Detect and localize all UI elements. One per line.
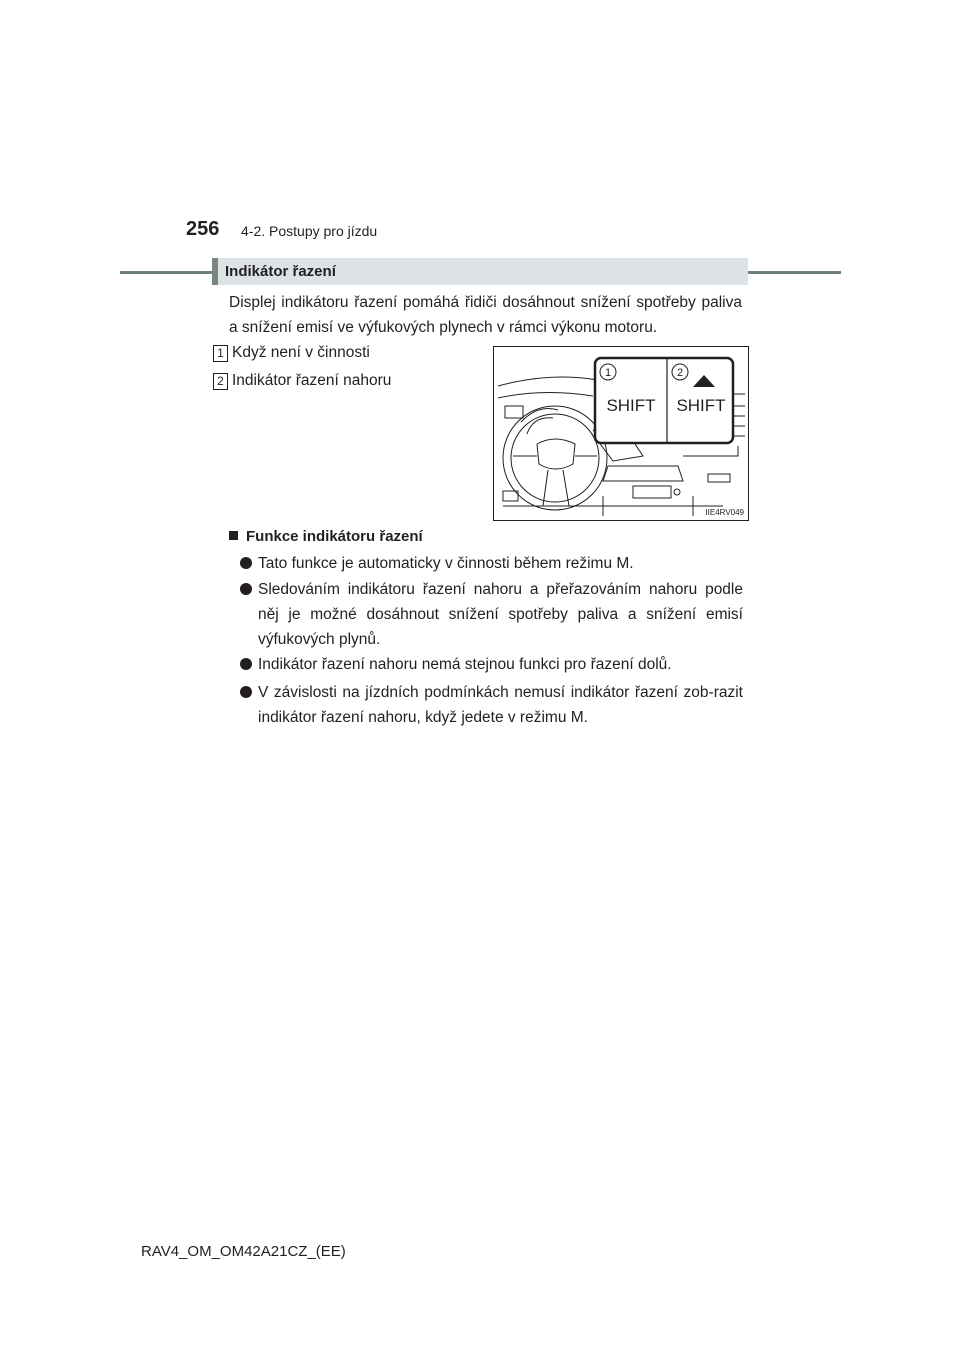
section-heading: Indikátor řazení xyxy=(225,263,336,280)
bullet-item xyxy=(240,680,743,730)
legend-item-1 xyxy=(213,343,370,363)
callout-1: 1 xyxy=(604,367,612,379)
legend-number-2: 2 xyxy=(213,373,228,390)
legend-text-2: Indikátor řazení nahoru xyxy=(232,372,392,389)
subsection-title xyxy=(229,528,423,545)
shift-label-1: SHIFT xyxy=(606,396,656,415)
bullet-dot-icon xyxy=(240,557,252,569)
footer-doc-code: RAV4_OM_OM42A21CZ_(EE) xyxy=(141,1243,346,1260)
bullet-dot-icon xyxy=(240,686,252,698)
bullet-item xyxy=(240,652,743,677)
bullet-item xyxy=(240,551,743,576)
bullet-text: Sledováním indikátoru řazení nahoru a přeřazováním nahoru podle něj je možné dosáhnout snížení spotřeby paliva a snížení emisí výfukových plynů. xyxy=(258,581,743,648)
heading-bar-accent xyxy=(212,258,218,285)
shift-label-2: SHIFT xyxy=(676,396,726,415)
bullet-item xyxy=(240,577,743,652)
square-bullet-icon xyxy=(229,531,238,540)
bullet-text: V závislosti na jízdních podmínkách nemusí indikátor řazení zob-razit indikátor řazení nahoru, když jedete v režimu M. xyxy=(258,684,743,726)
bullet-dot-icon xyxy=(240,583,252,595)
section-label: 4-2. Postupy pro jízdu xyxy=(241,223,378,239)
legend-item-2 xyxy=(213,371,391,391)
bullet-text: Tato funkce je automaticky v činnosti během režimu M. xyxy=(258,555,634,572)
intro-paragraph: Displej indikátoru řazení pomáhá řidiči dosáhnout snížení spotřeby paliva a snížení emisí ve výfukových plynech v rámci výkonu motoru. xyxy=(229,294,742,336)
callout-2: 2 xyxy=(676,367,684,379)
bullet-dot-icon xyxy=(240,658,252,670)
bullet-text: Indikátor řazení nahoru nemá stejnou funkci pro řazení dolů. xyxy=(258,656,672,673)
legend-text-1: Když není v činnosti xyxy=(232,344,370,361)
page-number: 256 xyxy=(186,218,220,240)
subsection-title-text: Funkce indikátoru řazení xyxy=(246,528,423,545)
image-code: IIE4RV049 xyxy=(705,508,744,517)
dashboard-illustration xyxy=(493,346,749,521)
legend-number-1: 1 xyxy=(213,345,228,362)
